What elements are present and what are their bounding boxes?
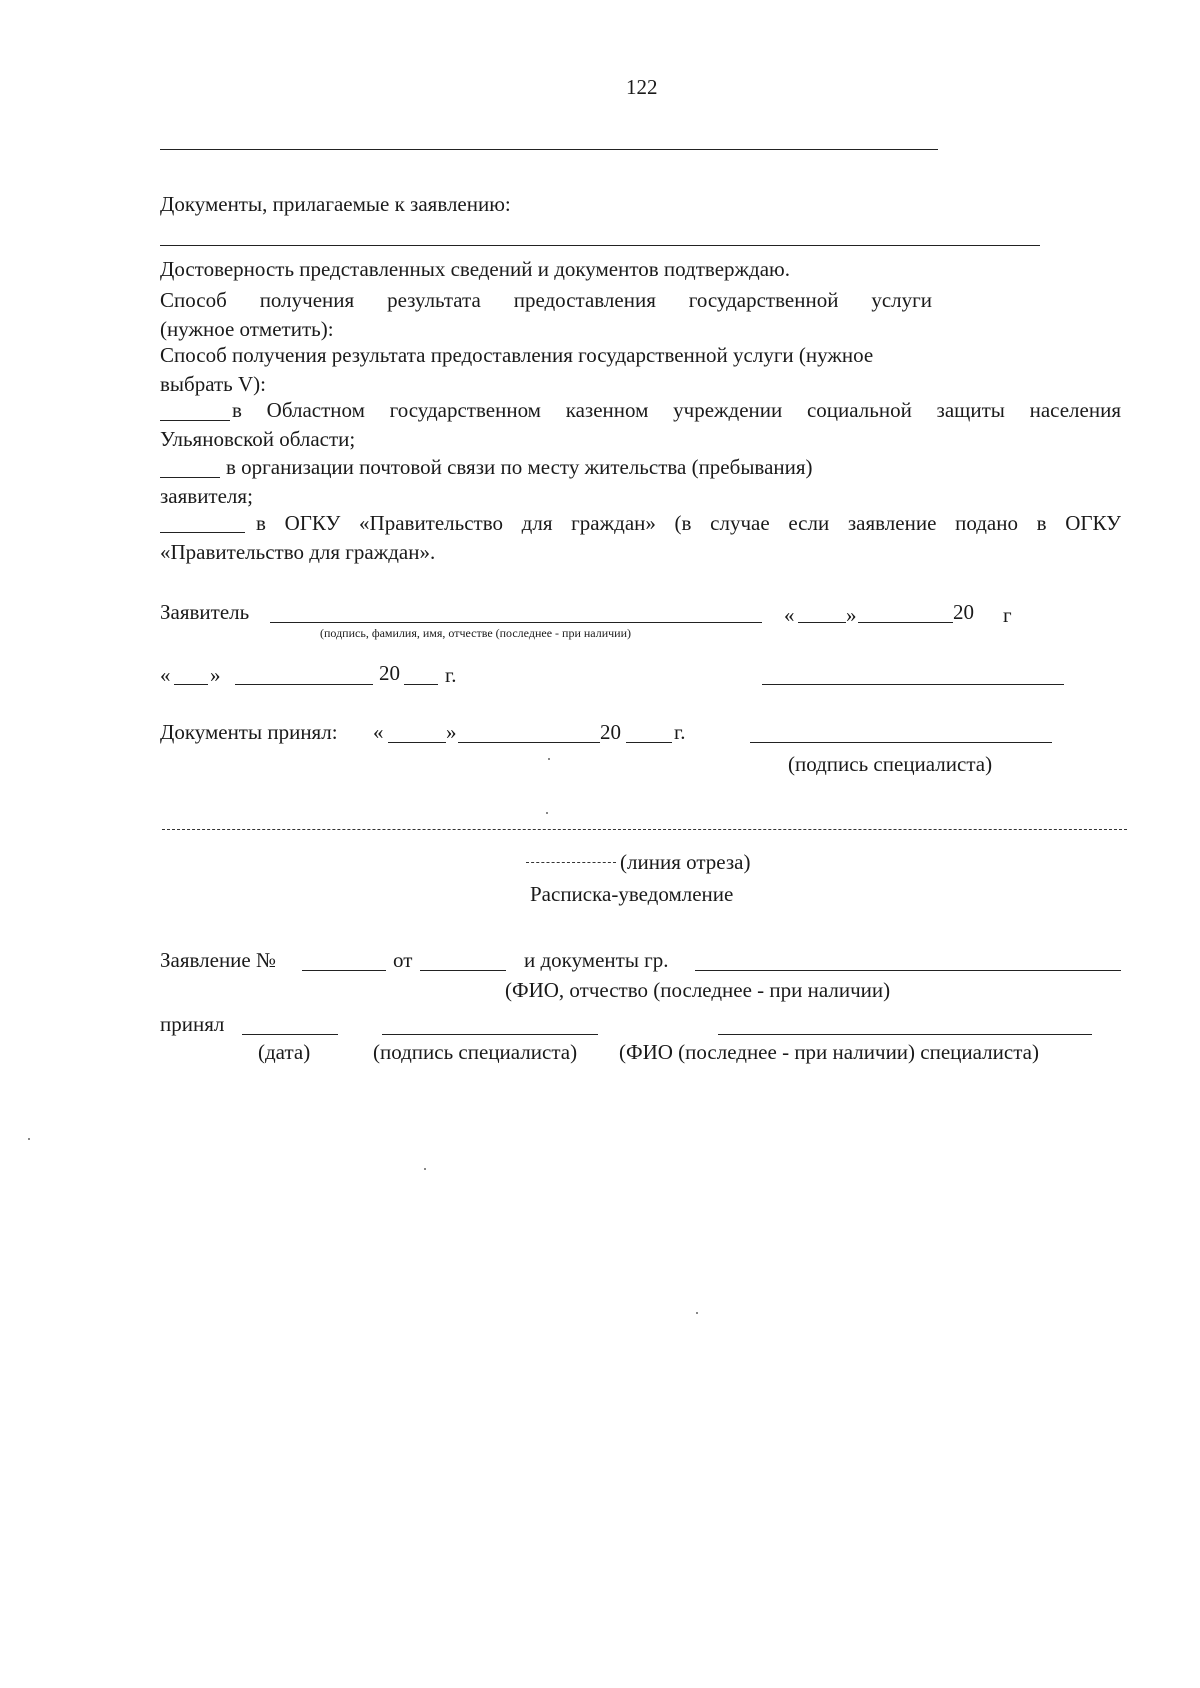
method1-line2: (нужное отметить): bbox=[160, 317, 334, 341]
fio-caption: (ФИО, отчество (последнее - при наличии) bbox=[505, 978, 891, 1002]
specialist-signature-line[interactable] bbox=[750, 742, 1052, 743]
applicant-date-year-suffix: г bbox=[1003, 603, 1012, 627]
attached-documents-line[interactable] bbox=[160, 245, 1040, 246]
and-documents-label: и документы гр. bbox=[524, 948, 669, 972]
accepted-date-year-prefix: 20 bbox=[600, 720, 621, 744]
specialist-signature-caption: (подпись специалиста) bbox=[788, 752, 993, 776]
application-number-line[interactable] bbox=[302, 970, 386, 971]
scan-speck bbox=[548, 758, 550, 760]
option1-line2: Ульяновской области; bbox=[160, 427, 356, 451]
scan-speck bbox=[546, 812, 548, 814]
date2-year-line[interactable] bbox=[404, 684, 438, 685]
applicant-date-quote-open: « bbox=[784, 603, 795, 627]
option3-line2: «Правительство для граждан». bbox=[160, 540, 436, 564]
blank-line-top bbox=[160, 149, 938, 150]
scan-speck bbox=[424, 1168, 426, 1170]
date2-quote-open: « bbox=[160, 663, 171, 687]
cut-line-marker bbox=[526, 862, 616, 863]
citizen-name-line[interactable] bbox=[695, 970, 1121, 971]
attached-documents-label: Документы, прилагаемые к заявлению: bbox=[160, 192, 511, 216]
applicant-date-quote-close: » bbox=[846, 603, 857, 627]
date2-day-line[interactable] bbox=[174, 684, 208, 685]
accepted-date-quote-open: « bbox=[373, 720, 384, 744]
receipt-title: Расписка-уведомление bbox=[530, 882, 734, 906]
accepted-date-month-line[interactable] bbox=[458, 742, 600, 743]
option1-checkbox-line[interactable] bbox=[160, 420, 230, 421]
specialist-fio-caption: (ФИО (последнее - при наличии) специалиста) bbox=[619, 1040, 1039, 1064]
confirmation-text: Достоверность представленных сведений и документов подтверждаю. bbox=[160, 257, 790, 281]
option2-line1: в организации почтовой связи по месту жительства (пребывания) bbox=[226, 455, 813, 479]
scan-speck bbox=[28, 1138, 30, 1140]
date2-year-suffix: г. bbox=[445, 663, 457, 687]
applicant-label: Заявитель bbox=[160, 600, 250, 624]
accepted-specialist-signature-line[interactable] bbox=[382, 1034, 598, 1035]
option2-checkbox-line[interactable] bbox=[160, 477, 220, 478]
cut-dashed-line bbox=[162, 829, 1127, 830]
accepted-specialist-fio-line[interactable] bbox=[718, 1034, 1092, 1035]
date2-signature-line[interactable] bbox=[762, 684, 1064, 685]
applicant-date-year-prefix: 20 bbox=[953, 600, 974, 624]
accepted-date-year-suffix: г. bbox=[674, 720, 686, 744]
specialist-signature-caption-2: (подпись специалиста) bbox=[373, 1040, 578, 1064]
applicant-date-month-line[interactable] bbox=[858, 622, 953, 623]
date2-year-prefix: 20 bbox=[379, 661, 400, 685]
option2-line2: заявителя; bbox=[160, 484, 253, 508]
accepted-date-year-line[interactable] bbox=[626, 742, 672, 743]
accepted-date-quote-close: » bbox=[446, 720, 457, 744]
method2-line1: Способ получения результата предоставления государственной услуги (нужное bbox=[160, 343, 874, 367]
option3-checkbox-line[interactable] bbox=[160, 532, 245, 533]
accepted-date-day-line[interactable] bbox=[388, 742, 446, 743]
cut-line-label: (линия отреза) bbox=[620, 850, 751, 874]
option3-line1: в ОГКУ «Правительство для граждан» (в случае если заявление подано в ОГКУ bbox=[256, 511, 1121, 535]
method1-line1: Способ получения результата предоставления государственной услуги bbox=[160, 288, 932, 312]
documents-accepted-label: Документы принял: bbox=[160, 720, 338, 744]
application-date-line[interactable] bbox=[420, 970, 506, 971]
date-caption: (дата) bbox=[258, 1040, 311, 1064]
applicant-date-day-line[interactable] bbox=[798, 622, 846, 623]
accepted-date-line[interactable] bbox=[242, 1034, 338, 1035]
method2-line2: выбрать V): bbox=[160, 372, 266, 396]
from-label: от bbox=[393, 948, 413, 972]
accepted-label: принял bbox=[160, 1012, 225, 1036]
applicant-signature-caption: (подпись, фамилия, имя, отчестве (последнее - при наличии) bbox=[320, 626, 631, 640]
scan-speck bbox=[696, 1312, 698, 1314]
applicant-signature-line[interactable] bbox=[270, 622, 762, 623]
application-number-label: Заявление № bbox=[160, 948, 277, 972]
option1-line1: в Областном государственном казенном учреждении социальной защиты населения bbox=[232, 398, 1121, 422]
date2-month-line[interactable] bbox=[235, 684, 373, 685]
date2-quote-close: » bbox=[210, 663, 221, 687]
page-number: 122 bbox=[626, 75, 658, 99]
